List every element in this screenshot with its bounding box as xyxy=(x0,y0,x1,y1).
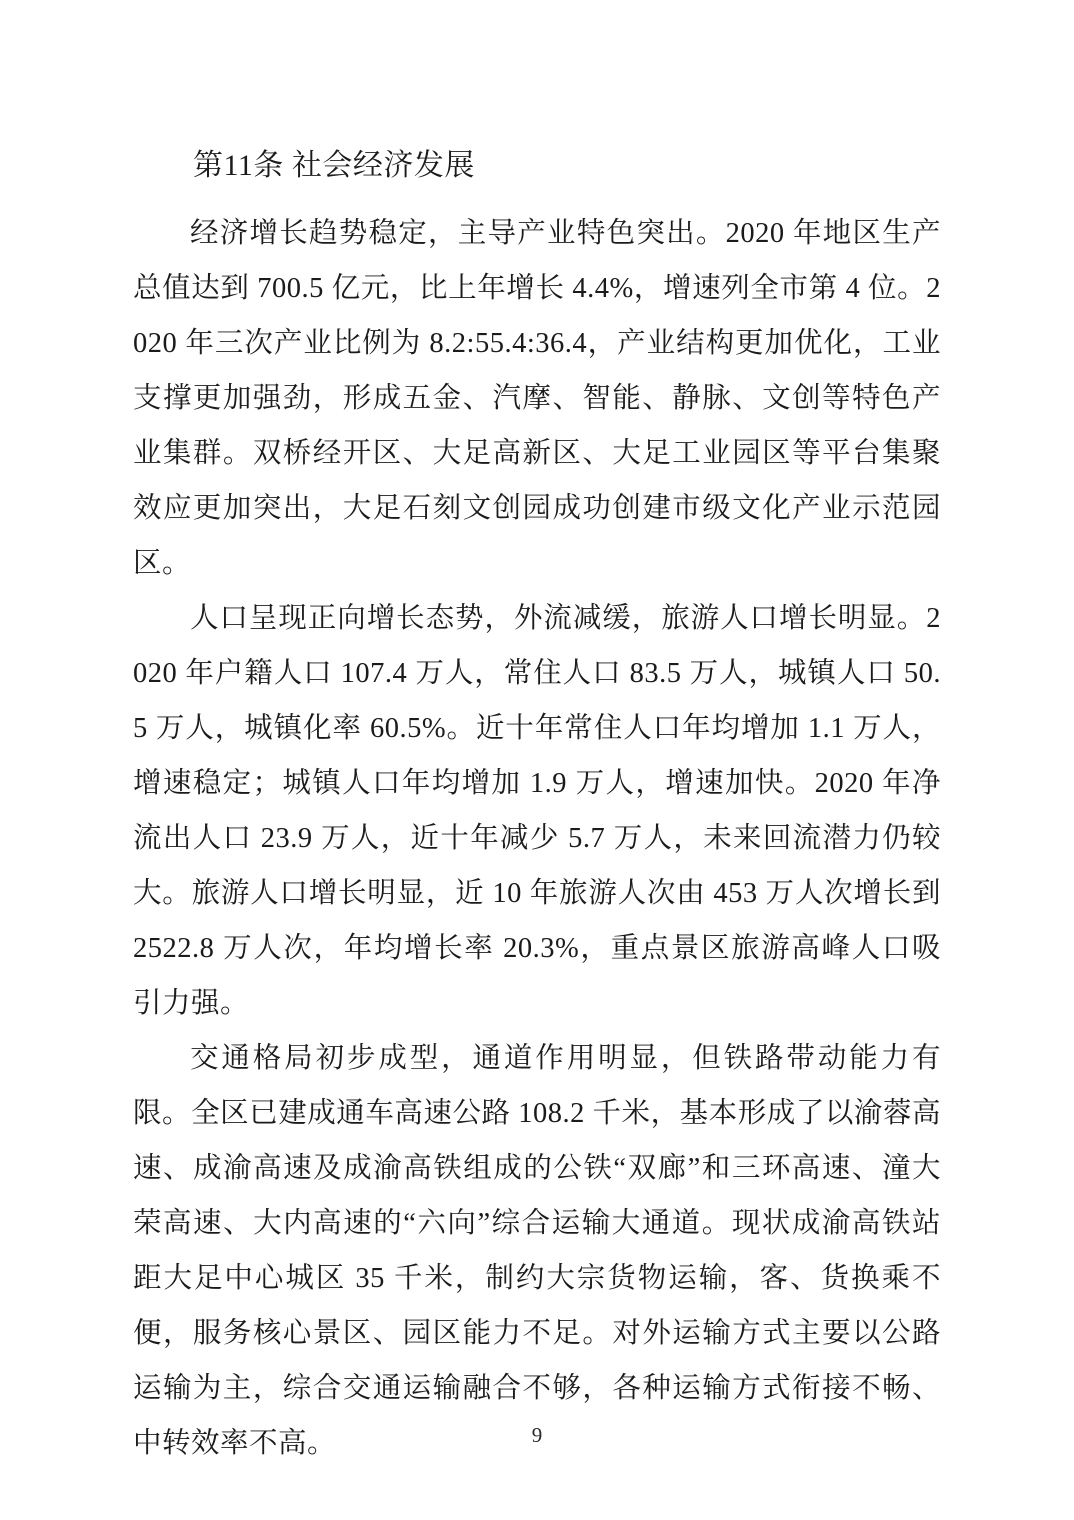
paragraph-economy: 经济增长趋势稳定，主导产业特色突出。2020 年地区生产总值达到 700.5 亿元，比上年增长 4.4%，增速列全市第 4 位。2020 年三次产业比例为 8.2:55.4:36.4，产业结构更加优化，工业支撑更加强劲，形成五金、汽摩、智能、静脉、文创等特色产业集群。双桥经开区、大足高新区、大足工业园区等平台集聚效应更加突出，大足石刻文创园成功创建市级文化产业示范园区。 xyxy=(133,218,941,579)
document-body xyxy=(133,138,941,1471)
paragraph-transport: 交通格局初步成型，通道作用明显，但铁路带动能力有限。全区已建成通车高速公路 108.2 千米，基本形成了以渝蓉高速、成渝高速及成渝高铁组成的公铁“双廊”和三环高速、潼大荣高速、大内高速的“六向”综合运输大通道。现状成渝高铁站距大足中心城区 35 千米，制约大宗货物运输，客、货换乘不便，服务核心景区、园区能力不足。对外运输方式主要以公路运输为主，综合交通运输融合不够，各种运输方式衔接不畅、中转效率不高。 xyxy=(133,1043,941,1459)
section-heading: 第11条 社会经济发展 xyxy=(193,149,475,182)
paragraph-population: 人口呈现正向增长态势，外流减缓，旅游人口增长明显。2020 年户籍人口 107.4 万人，常住人口 83.5 万人，城镇人口 50.5 万人，城镇化率 60.5%。近十年常住人口年均增加 1.1 万人，增速稳定；城镇人口年均增加 1.9 万人，增速加快。2020 年净流出人口 23.9 万人，近十年减少 5.7 万人，未来回流潜力仍较大。旅游人口增长明显，近 10 年旅游人次由 453 万人次增长到 2522.8 万人次，年均增长率 20.3%，重点景区旅游高峰人口吸引力强。 xyxy=(133,603,941,1019)
page-number: 9 xyxy=(531,1423,543,1447)
